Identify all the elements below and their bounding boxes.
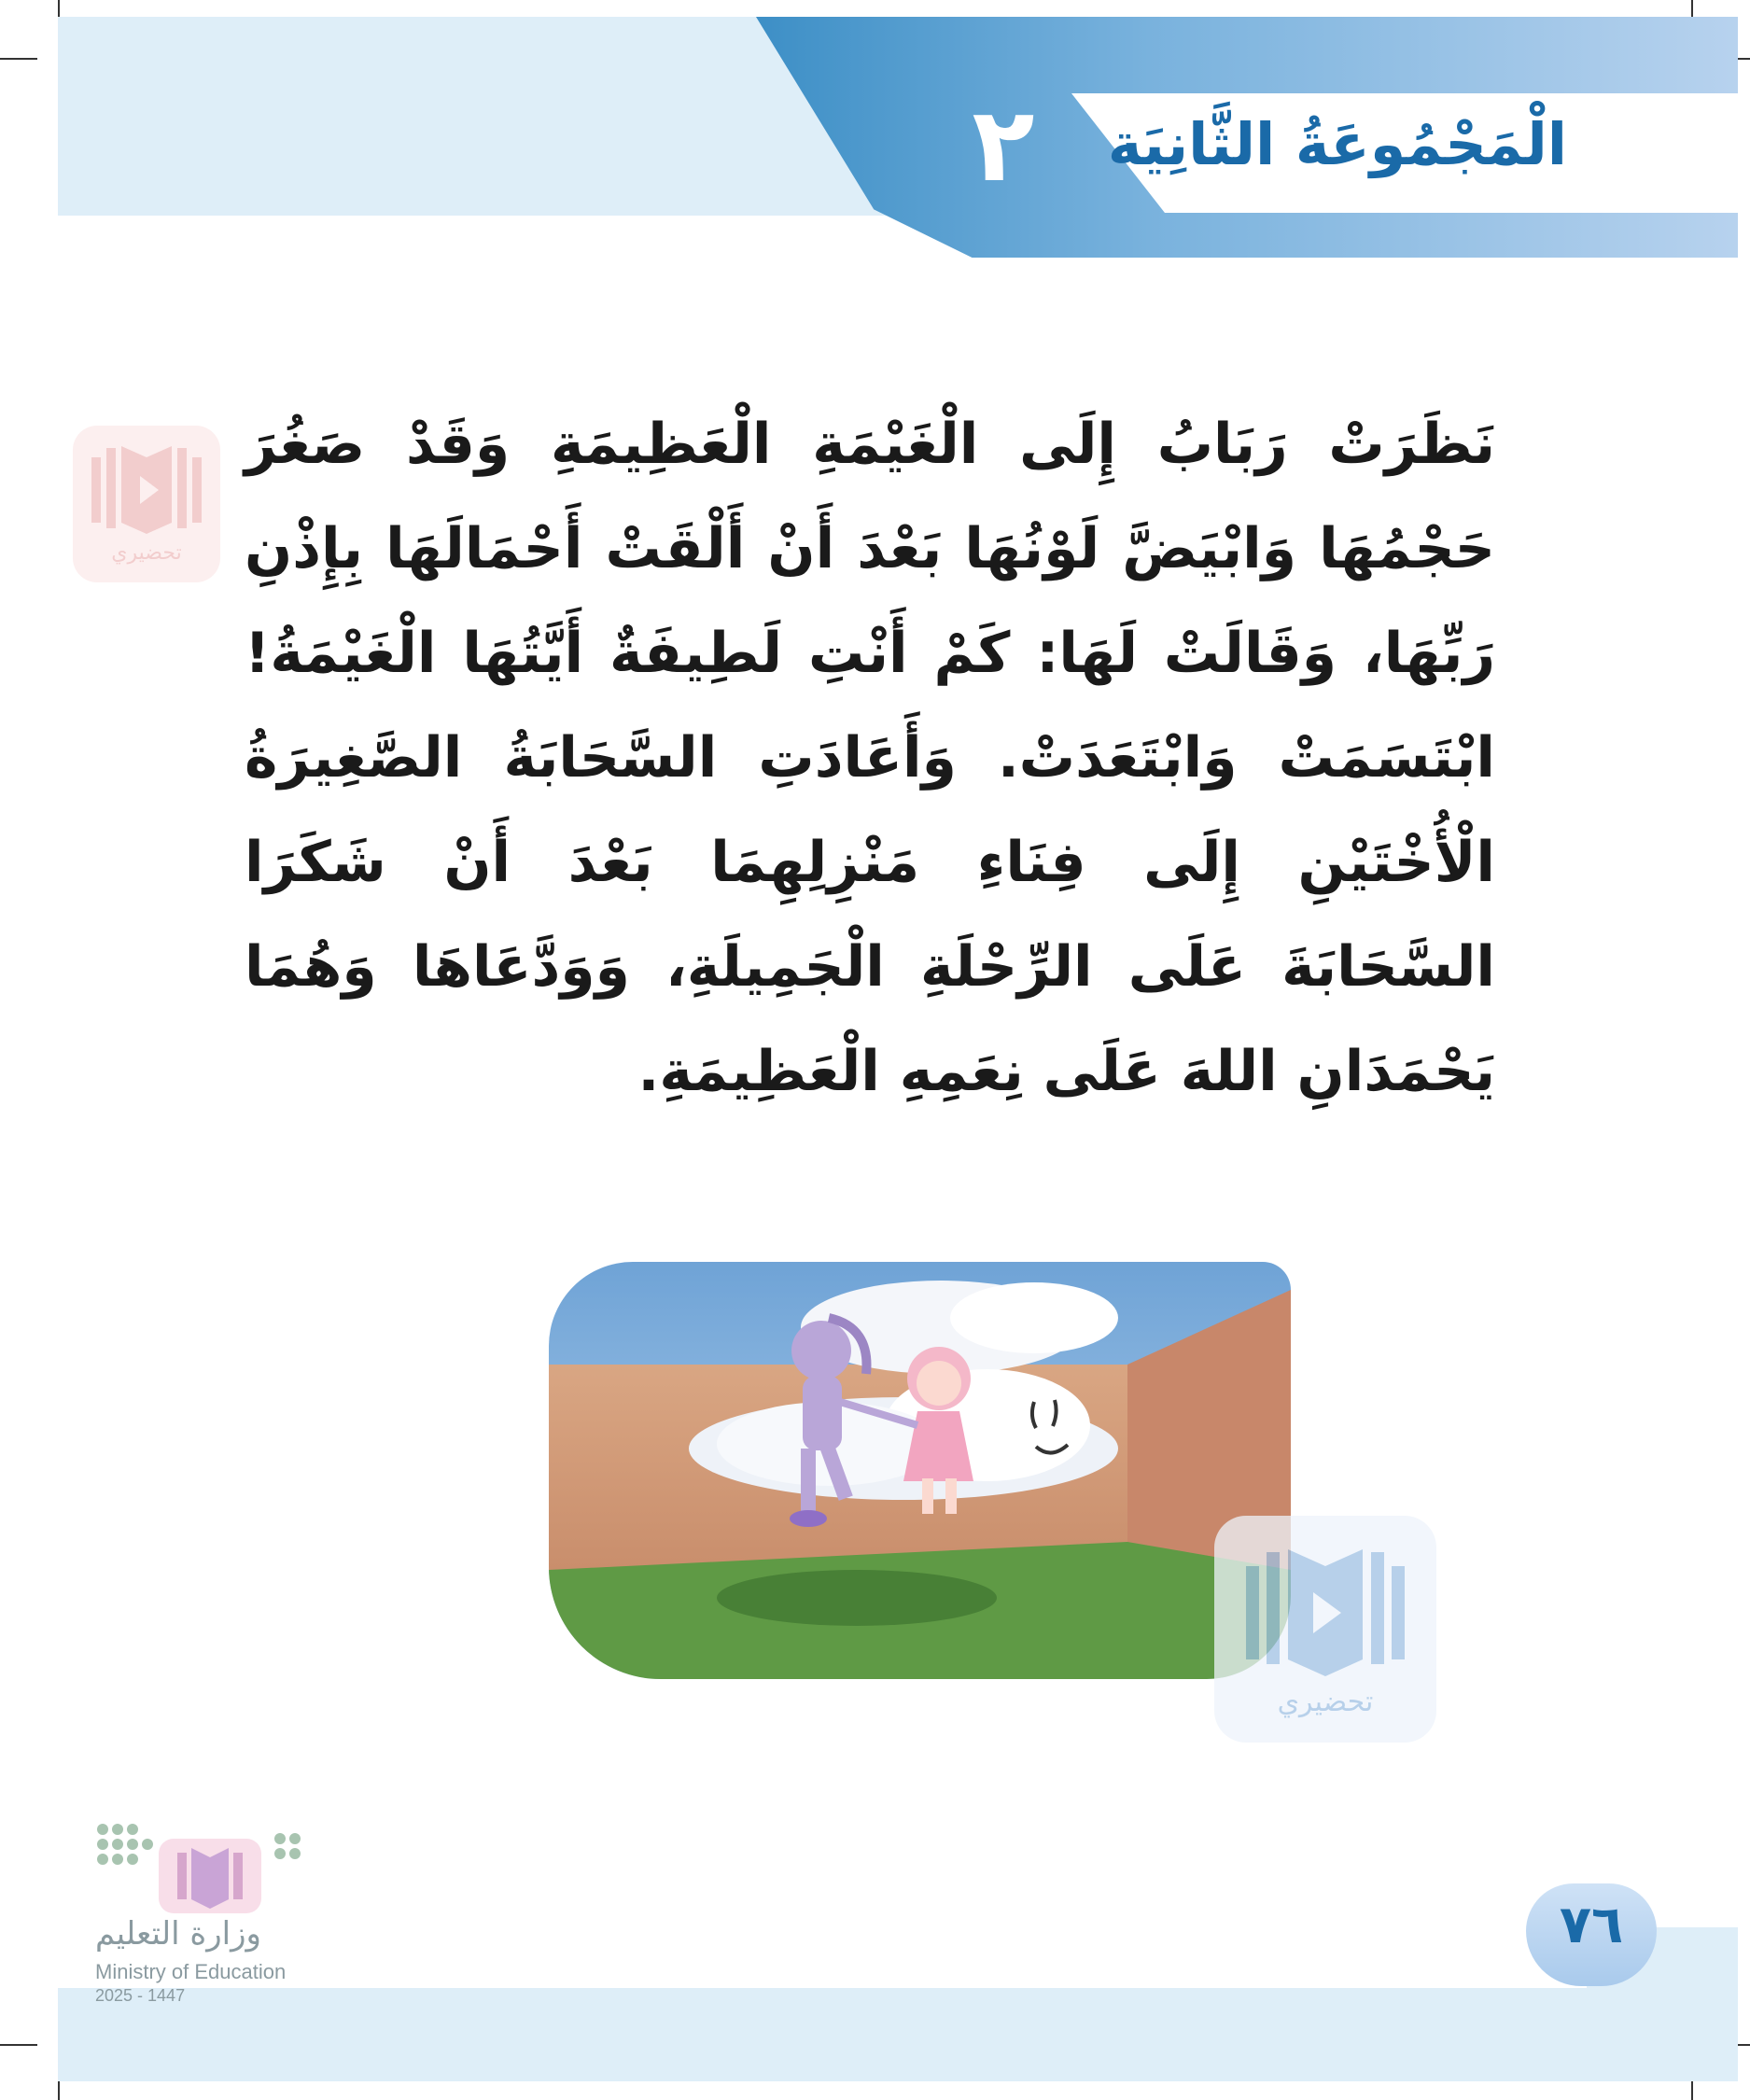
crop-mark xyxy=(0,2044,37,2046)
watermark-logo xyxy=(67,420,226,588)
watermark-label: تحضيري xyxy=(111,541,182,565)
ministry-logo xyxy=(93,1820,317,1979)
group-title: الْمَجْمُوعَةُ الثَّانِيَة xyxy=(1107,110,1567,178)
ministry-name-arabic: وزارة التعليم xyxy=(95,1915,261,1953)
story-illustration xyxy=(549,1262,1291,1679)
edition-year: 2025 - 1447 xyxy=(95,1986,186,2005)
watermark-logo xyxy=(1209,1510,1442,1748)
page-number: ٧٦ xyxy=(1559,1895,1624,1955)
watermark-label: تحضيري xyxy=(1277,1686,1374,1718)
crop-mark xyxy=(0,58,37,60)
girls-on-cloud-illustration xyxy=(549,1262,1291,1679)
story-paragraph: نَظَرَتْ رَبَابُ إِلَى الْغَيْمَةِ الْعَظِيمَةِ وَقَدْ صَغُرَ حَجْمُهَا وَابْيَضَّ لَوْنُهَا بَعْدَ أَنْ أَلْقَتْ أَحْمَالَهَا بِإِذْنِ رَبِّهَا، وَقَالَتْ لَهَا: كَمْ أَنْتِ لَطِيفَةٌ أَيَّتُهَا الْغَيْمَةُ! ابْتَسَمَتْ وَابْتَعَدَتْ. وَأَعَادَتِ السَّحَابَةُ الصَّغِيرَةُ الْأُخْتَيْنِ إِلَى فِنَاءِ مَنْزِلِهِمَا بَعْدَ أَنْ شَكَرَا السَّحَابَةَ عَلَى الرِّحْلَةِ الْجَمِيلَةِ، وَوَدَّعَاهَا وَهُمَا يَحْمَدَانِ اللهَ عَلَى نِعَمِهِ الْعَظِيمَةِ. xyxy=(245,412,1495,1104)
group-number: ٢ xyxy=(972,85,1035,204)
footer-band xyxy=(58,1988,1738,2081)
ministry-dots-icon xyxy=(93,1820,317,1913)
ministry-name-english: Ministry of Education xyxy=(95,1960,287,1983)
